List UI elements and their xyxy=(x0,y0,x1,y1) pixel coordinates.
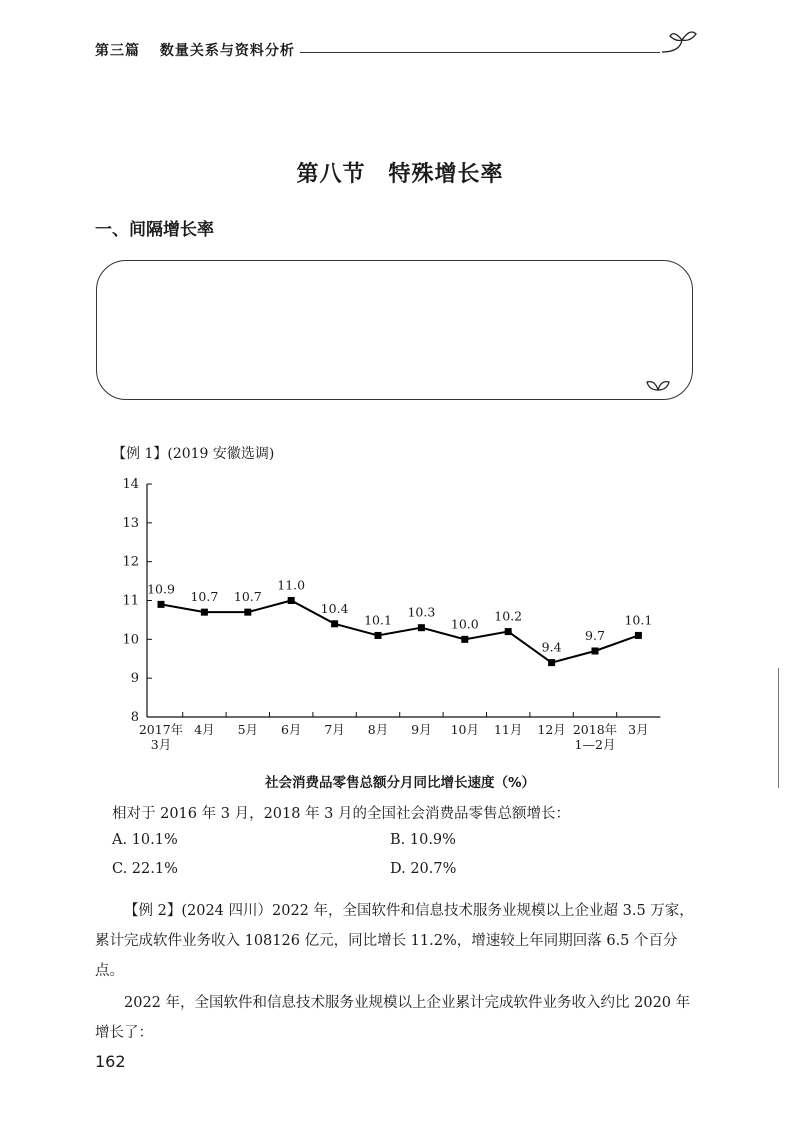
x-tick-label: 8月 xyxy=(367,722,389,737)
page-number: 162 xyxy=(95,1052,126,1071)
line-chart xyxy=(110,472,670,762)
example-2-text: 【例 2】(2024 四川）2022 年，全国软件和信息技术服务业规模以上企业超 3.5 万家，累计完成软件业务收入 108126 亿元，同比增长 11.2%，增速较上年同期回落 6.5 个百分点。 xyxy=(95,903,694,979)
y-axis xyxy=(122,477,152,725)
leaf-icon xyxy=(645,378,671,392)
header-title: 数量关系与资料分析 xyxy=(159,43,295,59)
x-tick-label: 10月 xyxy=(450,722,480,737)
x-tick-label: 9月 xyxy=(411,722,432,737)
data-point xyxy=(592,647,599,654)
data-label: 10.1 xyxy=(624,612,653,628)
y-tick-label: 12 xyxy=(122,554,139,570)
subsection-title: 一、间隔增长率 xyxy=(95,220,214,240)
y-tick-label: 9 xyxy=(130,671,139,687)
data-label: 10.7 xyxy=(190,589,219,605)
running-header xyxy=(95,40,295,60)
data-label: 9.4 xyxy=(541,639,562,655)
series-line xyxy=(147,578,652,667)
y-tick-label: 8 xyxy=(130,710,139,725)
header-rule xyxy=(300,52,660,53)
sprout-icon xyxy=(660,26,700,66)
series-polyline xyxy=(161,601,638,663)
option-c[interactable]: C. 22.1% xyxy=(112,861,178,877)
data-point xyxy=(244,609,251,616)
data-label: 10.7 xyxy=(233,589,262,605)
y-tick-label: 14 xyxy=(122,477,139,492)
x-tick-label: 5月 xyxy=(237,722,259,737)
data-point xyxy=(375,632,382,639)
data-label: 10.0 xyxy=(450,616,479,632)
x-tick-label: 2018年 xyxy=(572,722,618,737)
data-label: 10.4 xyxy=(320,600,349,616)
data-label: 10.3 xyxy=(407,604,436,620)
note-box xyxy=(96,260,693,400)
data-point xyxy=(158,601,165,608)
x-tick-label: 12月 xyxy=(537,722,566,737)
data-point xyxy=(461,636,468,643)
page-edge-line xyxy=(778,668,779,788)
x-tick-label: 1—2月 xyxy=(574,737,616,752)
data-point xyxy=(548,659,555,666)
y-tick-label: 13 xyxy=(122,515,139,531)
section-title: 第八节 特殊增长率 xyxy=(296,162,504,187)
y-tick-label: 10 xyxy=(122,632,139,648)
x-tick-label: 3月 xyxy=(628,722,649,737)
x-tick-label: 3月 xyxy=(150,737,172,752)
example-1-label: 【例 1】(2019 安徽选调) xyxy=(112,446,275,462)
data-label: 10.2 xyxy=(494,608,523,624)
data-point xyxy=(288,597,295,604)
data-point xyxy=(418,624,425,631)
y-tick-label: 11 xyxy=(122,593,139,609)
data-point xyxy=(201,609,208,616)
example-2-question: 2022 年，全国软件和信息技术服务业规模以上企业累计完成软件业务收入约比 2020 年增长了： xyxy=(95,995,691,1041)
question-text: 相对于 2016 年 3 月，2018 年 3 月的全国社会消费品零售总额增长： xyxy=(112,806,571,822)
option-a[interactable]: A. 10.1% xyxy=(112,832,178,848)
data-point xyxy=(331,620,338,627)
data-point xyxy=(505,628,512,635)
chart-title: 社会消费品零售总额分月同比增长速度（%） xyxy=(264,775,536,791)
data-label: 10.1 xyxy=(364,612,392,628)
x-axis xyxy=(139,712,661,752)
data-label: 10.9 xyxy=(147,581,175,597)
header-part: 第三篇 xyxy=(95,43,140,59)
option-b[interactable]: B. 10.9% xyxy=(390,832,456,848)
option-d[interactable]: D. 20.7% xyxy=(390,861,457,877)
x-tick-label: 2017年 xyxy=(138,722,184,737)
data-label: 11.0 xyxy=(277,577,306,593)
data-point xyxy=(635,632,642,639)
x-tick-label: 11月 xyxy=(493,722,523,737)
x-tick-label: 4月 xyxy=(194,722,215,737)
data-label: 9.7 xyxy=(585,627,605,643)
x-tick-label: 6月 xyxy=(280,722,302,737)
x-tick-label: 7月 xyxy=(324,722,345,737)
